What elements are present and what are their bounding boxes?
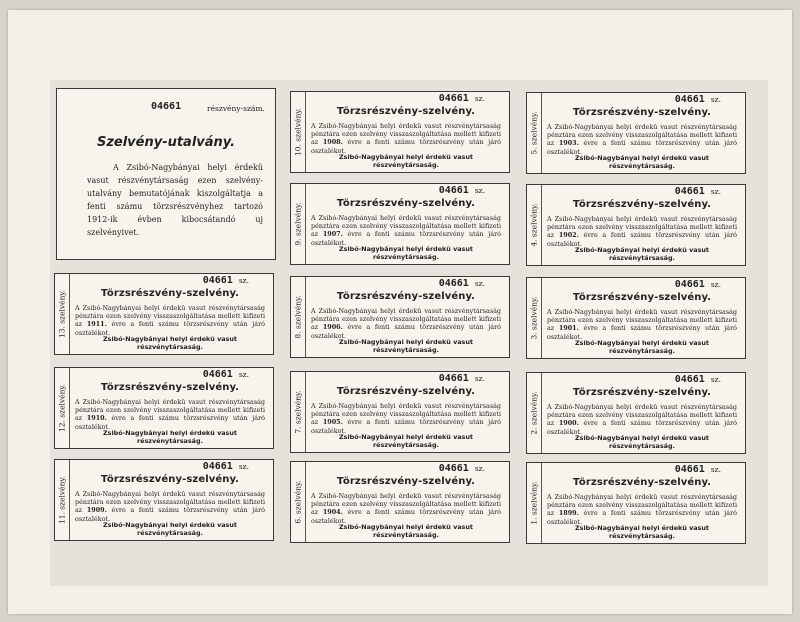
coupon-text-after: évre a fenti számu törzsrészvény után járó osztalékot.	[75, 320, 265, 337]
coupon-number-value: 04661	[438, 93, 469, 104]
coupon-year: 1904.	[322, 508, 343, 517]
coupon-number	[675, 186, 721, 197]
coupon-text-after: évre a fenti számu törzsrészvény után járó osztalékot.	[547, 231, 737, 248]
coupon-index-label: 7. szelvény.	[293, 390, 303, 434]
coupon-number-value: 04661	[674, 94, 705, 105]
coupon-number	[439, 373, 485, 384]
coupon-year: 1902.	[558, 231, 579, 240]
coupon-text	[547, 215, 737, 248]
coupon-side-label	[527, 278, 542, 358]
coupon-index-label: 2. szelvény.	[529, 391, 539, 435]
coupon-text-after: évre a fenti számu törzsrészvény után járó osztalékot.	[547, 324, 737, 341]
coupon-number-suffix: sz.	[710, 280, 721, 289]
coupon-side-label	[291, 372, 306, 452]
coupon-number-value: 04661	[438, 463, 469, 474]
coupon-footer: Zsibó-Nagybányai helyi érdekü vasut részvénytársaság.	[575, 434, 709, 450]
coupon-text	[547, 493, 737, 526]
coupon-text-before: A Zsibó-Nagybányai helyi érdekü vasut részvénytársaság pénztára ezen szelvény visszaszolgáltatása mellett kifizeti az	[547, 493, 737, 518]
coupon-text-before: A Zsibó-Nagybányai helyi érdekü vasut részvénytársaság pénztára ezen szelvény visszaszolgáltatása mellett kifizeti az	[547, 308, 737, 333]
coupon-text-after: évre a fenti számu törzsrészvény után járó osztalékot.	[311, 138, 501, 155]
coupon-number-suffix: sz.	[238, 462, 249, 471]
coupon-text-before: A Zsibó-Nagybányai helyi érdekü vasut részvénytársaság pénztára ezen szelvény visszaszolgáltatása mellett kifizeti az	[547, 123, 737, 148]
coupon-index-label: 11. szelvény.	[57, 475, 67, 525]
coupon-number-suffix: sz.	[474, 94, 485, 103]
coupon-index-label: 4. szelvény.	[529, 203, 539, 247]
coupon-footer: Zsibó-Nagybányai helyi érdekü vasut részvénytársaság.	[339, 338, 473, 354]
dividend-coupon	[526, 92, 746, 174]
coupon-text-after: évre a fenti számu törzsrészvény után járó osztalékot.	[547, 139, 737, 156]
coupon-text	[75, 398, 265, 431]
coupon-text-after: évre a fenti számu törzsrészvény után járó osztalékot.	[311, 230, 501, 247]
coupon-footer: Zsibó-Nagybányai helyi érdekü vasut részvénytársaság.	[575, 246, 709, 262]
coupon-text	[311, 122, 501, 155]
coupon-index-label: 10. szelvény.	[293, 107, 303, 157]
coupon-year: 1909.	[86, 506, 107, 515]
coupon-side-label	[55, 460, 70, 540]
coupon-year: 1903.	[558, 139, 579, 148]
coupon-title: Törzsrészvény-szelvény.	[336, 476, 476, 487]
coupon-text	[311, 307, 501, 340]
coupon-side-label	[527, 463, 542, 543]
voucher-number-label: részvény-szám.	[207, 104, 265, 113]
coupon-side-label	[527, 185, 542, 265]
dividend-coupon	[526, 372, 746, 454]
coupon-text-after: évre a fenti számu törzsrészvény után járó osztalékot.	[547, 419, 737, 436]
coupon-footer: Zsibó-Nagybányai helyi érdekü vasut részvénytársaság.	[339, 245, 473, 261]
coupon-text	[547, 308, 737, 341]
coupon-number-value: 04661	[674, 374, 705, 385]
coupon-title: Törzsrészvény-szelvény.	[336, 198, 476, 209]
dividend-coupon	[54, 367, 274, 449]
coupon-text-before: A Zsibó-Nagybányai helyi érdekü vasut részvénytársaság pénztára ezen szelvény visszaszolgáltatása mellett kifizeti az	[311, 214, 501, 239]
coupon-number-suffix: sz.	[238, 276, 249, 285]
coupon-number-suffix: sz.	[710, 375, 721, 384]
coupon-number-value: 04661	[438, 373, 469, 384]
coupon-title: Törzsrészvény-szelvény.	[336, 386, 476, 397]
coupon-title: Törzsrészvény-szelvény.	[572, 199, 712, 210]
coupon-number-suffix: sz.	[474, 186, 485, 195]
coupon-body	[71, 460, 269, 540]
coupon-text-after: évre a fenti számu törzsrészvény után járó osztalékot.	[547, 509, 737, 526]
coupon-number-value: 04661	[202, 461, 233, 472]
coupon-body	[543, 463, 741, 543]
coupon-title: Törzsrészvény-szelvény.	[100, 382, 240, 393]
coupon-title: Törzsrészvény-szelvény.	[572, 292, 712, 303]
coupon-footer: Zsibó-Nagybányai helyi érdekü vasut részvénytársaság.	[575, 524, 709, 540]
coupon-index-label: 8. szelvény.	[293, 295, 303, 339]
coupon-number-suffix: sz.	[710, 95, 721, 104]
coupon-text-before: A Zsibó-Nagybányai helyi érdekü vasut részvénytársaság pénztára ezen szelvény visszaszolgáltatása mellett kifizeti az	[311, 402, 501, 427]
coupon-title: Törzsrészvény-szelvény.	[572, 477, 712, 488]
coupon-year: 1907.	[322, 230, 343, 239]
coupon-body	[307, 372, 505, 452]
coupon-title: Törzsrészvény-szelvény.	[336, 106, 476, 117]
coupon-body	[307, 462, 505, 542]
coupon-text-after: évre a fenti számu törzsrészvény után járó osztalékot.	[75, 414, 265, 431]
coupon-text	[311, 214, 501, 247]
coupon-text-before: A Zsibó-Nagybányai helyi érdekü vasut részvénytársaság pénztára ezen szelvény visszaszolgáltatása mellett kifizeti az	[311, 122, 501, 147]
coupon-number-value: 04661	[438, 278, 469, 289]
coupon-number	[675, 94, 721, 105]
coupon-text	[311, 402, 501, 435]
dividend-coupon	[290, 276, 510, 358]
coupon-body	[543, 93, 741, 173]
coupon-side-label	[291, 92, 306, 172]
coupon-number-suffix: sz.	[474, 374, 485, 383]
coupon-index-label: 13. szelvény.	[57, 289, 67, 339]
coupon-side-label	[291, 277, 306, 357]
coupon-side-label	[291, 184, 306, 264]
coupon-footer: Zsibó-Nagybányai helyi érdekü vasut részvénytársaság.	[575, 154, 709, 170]
coupon-year: 1901.	[558, 324, 579, 333]
coupon-body	[71, 274, 269, 354]
coupon-number-suffix: sz.	[474, 464, 485, 473]
coupon-text-after: évre a fenti számu törzsrészvény után járó osztalékot.	[311, 323, 501, 340]
coupon-number	[675, 464, 721, 475]
coupon-number-suffix: sz.	[474, 279, 485, 288]
coupon-year: 1905.	[322, 418, 343, 427]
coupon-text-after: évre a fenti számu törzsrészvény után járó osztalékot.	[311, 418, 501, 435]
coupon-title: Törzsrészvény-szelvény.	[572, 107, 712, 118]
coupon-text-before: A Zsibó-Nagybányai helyi érdekü vasut részvénytársaság pénztára ezen szelvény visszaszolgáltatása mellett kifizeti az	[547, 403, 737, 428]
coupon-side-label	[55, 274, 70, 354]
coupon-text-before: A Zsibó-Nagybányai helyi érdekü vasut részvénytársaság pénztára ezen szelvény visszaszolgáltatása mellett kifizeti az	[75, 490, 265, 515]
coupon-body	[71, 368, 269, 448]
coupon-year: 1910.	[86, 414, 107, 423]
coupon-body	[543, 278, 741, 358]
coupon-number	[439, 185, 485, 196]
coupon-index-label: 3. szelvény.	[529, 296, 539, 340]
coupon-text	[311, 492, 501, 525]
coupon-title: Törzsrészvény-szelvény.	[336, 291, 476, 302]
coupon-text-after: évre a fenti számu törzsrészvény után járó osztalékot.	[75, 506, 265, 523]
dividend-coupon	[526, 184, 746, 266]
coupon-footer: Zsibó-Nagybányai helyi érdekü vasut részvénytársaság.	[339, 523, 473, 539]
coupon-year: 1900.	[558, 419, 579, 428]
coupon-title: Törzsrészvény-szelvény.	[100, 288, 240, 299]
coupon-side-label	[291, 462, 306, 542]
coupon-text-after: évre a fenti számu törzsrészvény után járó osztalékot.	[311, 508, 501, 525]
dividend-coupon	[526, 277, 746, 359]
coupon-number-value: 04661	[674, 464, 705, 475]
coupon-number	[439, 463, 485, 474]
coupon-number	[439, 93, 485, 104]
coupon-year: 1911.	[86, 320, 107, 329]
coupon-number-value: 04661	[202, 369, 233, 380]
coupon-voucher	[56, 88, 276, 260]
coupon-number	[203, 275, 249, 286]
coupon-index-label: 12. szelvény.	[57, 383, 67, 433]
coupon-number-value: 04661	[674, 279, 705, 290]
coupon-footer: Zsibó-Nagybányai helyi érdekü vasut részvénytársaság.	[103, 335, 237, 351]
coupon-text	[75, 490, 265, 523]
coupon-number	[203, 461, 249, 472]
coupon-footer: Zsibó-Nagybányai helyi érdekü vasut részvénytársaság.	[103, 429, 237, 445]
coupon-side-label	[527, 93, 542, 173]
coupon-year: 1908.	[322, 138, 343, 147]
coupon-text	[547, 403, 737, 436]
dividend-coupon	[526, 462, 746, 544]
coupon-index-label: 9. szelvény.	[293, 202, 303, 246]
coupon-number-suffix: sz.	[710, 187, 721, 196]
dividend-coupon	[290, 371, 510, 453]
dividend-coupon	[290, 183, 510, 265]
coupon-text-before: A Zsibó-Nagybányai helyi érdekü vasut részvénytársaság pénztára ezen szelvény visszaszolgáltatása mellett kifizeti az	[75, 398, 265, 423]
coupon-number	[203, 369, 249, 380]
coupon-year: 1899.	[558, 509, 579, 518]
coupon-text	[75, 304, 265, 337]
coupon-body	[543, 185, 741, 265]
dividend-coupon	[290, 91, 510, 173]
voucher-text: A Zsibó-Nagybányai helyi érdekü vasut részvénytársaság ezen szelvény-utalvány bemutatójának kiszolgáltatja a fenti számu törzsrészvényhez tartozó 1912-ik évben kibocsátandó uj szelvényivet.	[87, 163, 263, 237]
coupon-footer: Zsibó-Nagybányai helyi érdekü vasut részvénytársaság.	[103, 521, 237, 537]
coupon-text-before: A Zsibó-Nagybányai helyi érdekü vasut részvénytársaság pénztára ezen szelvény visszaszolgáltatása mellett kifizeti az	[547, 215, 737, 240]
voucher-number: 04661	[151, 101, 182, 112]
coupon-number-value: 04661	[202, 275, 233, 286]
coupon-number-suffix: sz.	[710, 465, 721, 474]
coupon-footer: Zsibó-Nagybányai helyi érdekü vasut részvénytársaság.	[575, 339, 709, 355]
coupon-footer: Zsibó-Nagybányai helyi érdekü vasut részvénytársaság.	[339, 153, 473, 169]
coupon-footer: Zsibó-Nagybányai helyi érdekü vasut részvénytársaság.	[339, 433, 473, 449]
coupon-number	[675, 279, 721, 290]
coupon-body	[307, 277, 505, 357]
coupon-number	[675, 374, 721, 385]
coupon-number-suffix: sz.	[238, 370, 249, 379]
coupon-title: Törzsrészvény-szelvény.	[572, 387, 712, 398]
coupon-index-label: 5. szelvény.	[529, 111, 539, 155]
coupon-body	[543, 373, 741, 453]
coupon-index-label: 1. szelvény.	[529, 481, 539, 525]
coupon-number-value: 04661	[438, 185, 469, 196]
coupon-number-value: 04661	[674, 186, 705, 197]
coupon-text-before: A Zsibó-Nagybányai helyi érdekü vasut részvénytársaság pénztára ezen szelvény visszaszolgáltatása mellett kifizeti az	[311, 307, 501, 332]
dividend-coupon	[290, 461, 510, 543]
coupon-number	[439, 278, 485, 289]
coupon-body	[307, 184, 505, 264]
dividend-coupon	[54, 459, 274, 541]
dividend-coupon	[54, 273, 274, 355]
coupon-text-before: A Zsibó-Nagybányai helyi érdekü vasut részvénytársaság pénztára ezen szelvény visszaszolgáltatása mellett kifizeti az	[75, 304, 265, 329]
coupon-side-label	[527, 373, 542, 453]
coupon-title: Törzsrészvény-szelvény.	[100, 474, 240, 485]
coupon-text-before: A Zsibó-Nagybányai helyi érdekü vasut részvénytársaság pénztára ezen szelvény visszaszolgáltatása mellett kifizeti az	[311, 492, 501, 517]
coupon-text	[547, 123, 737, 156]
coupon-year: 1906.	[322, 323, 343, 332]
coupon-body	[307, 92, 505, 172]
coupon-index-label: 6. szelvény.	[293, 480, 303, 524]
coupon-side-label	[55, 368, 70, 448]
voucher-title: Szelvény-utalvány.	[96, 135, 236, 150]
